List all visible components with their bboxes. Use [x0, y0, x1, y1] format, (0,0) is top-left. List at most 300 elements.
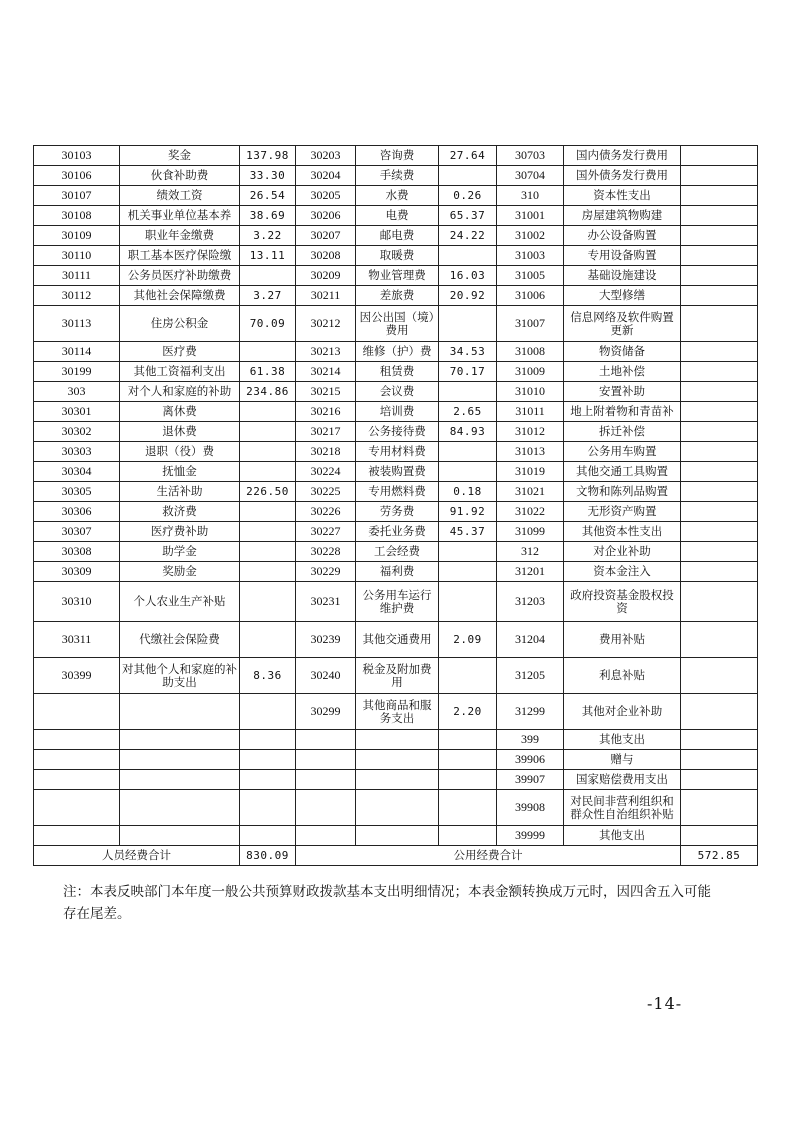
cell-code-1: 30304 [34, 462, 120, 482]
cell-code-2: 30240 [296, 658, 356, 694]
table-row [34, 582, 758, 622]
table-row [34, 622, 758, 658]
cell-amount-3 [681, 562, 758, 582]
cell-amount-1 [240, 730, 296, 750]
cell-code-3: 312 [497, 542, 564, 562]
cell-code-1: 30112 [34, 286, 120, 306]
cell-name-1 [120, 826, 240, 846]
cell-code-1: 30311 [34, 622, 120, 658]
cell-amount-1 [240, 342, 296, 362]
cell-code-3: 310 [497, 186, 564, 206]
cell-name-2: 取暖费 [356, 246, 439, 266]
cell-name-1: 个人农业生产补贴 [120, 582, 240, 622]
cell-code-1: 30109 [34, 226, 120, 246]
cell-amount-2: 24.22 [439, 226, 497, 246]
cell-name-3: 专用设备购置 [564, 246, 681, 266]
cell-name-1: 其他工资福利支出 [120, 362, 240, 382]
cell-name-3: 资本金注入 [564, 562, 681, 582]
table-body [34, 146, 758, 846]
cell-code-3: 31022 [497, 502, 564, 522]
cell-name-3: 其他资本性支出 [564, 522, 681, 542]
cell-name-2: 被装购置费 [356, 462, 439, 482]
cell-amount-1: 3.22 [240, 226, 296, 246]
cell-name-1: 医疗费 [120, 342, 240, 362]
cell-name-3: 赠与 [564, 750, 681, 770]
cell-name-3: 房屋建筑物购建 [564, 206, 681, 226]
cell-amount-3 [681, 306, 758, 342]
cell-code-3: 31002 [497, 226, 564, 246]
cell-name-1: 抚恤金 [120, 462, 240, 482]
table-row [34, 730, 758, 750]
cell-code-3: 31005 [497, 266, 564, 286]
cell-code-3: 39999 [497, 826, 564, 846]
cell-name-2: 其他交通费用 [356, 622, 439, 658]
cell-amount-3 [681, 166, 758, 186]
cell-name-1: 伙食补助费 [120, 166, 240, 186]
table-row [34, 186, 758, 206]
cell-name-3: 物资储备 [564, 342, 681, 362]
cell-amount-1 [240, 694, 296, 730]
cell-amount-3 [681, 146, 758, 166]
cell-name-1: 奖励金 [120, 562, 240, 582]
cell-amount-1: 26.54 [240, 186, 296, 206]
cell-amount-1 [240, 266, 296, 286]
cell-name-2: 税金及附加费用 [356, 658, 439, 694]
cell-amount-3 [681, 206, 758, 226]
cell-amount-2 [439, 382, 497, 402]
cell-name-3: 对民间非营利组织和群众性自治组织补贴 [564, 790, 681, 826]
cell-name-2 [356, 826, 439, 846]
cell-code-3: 31021 [497, 482, 564, 502]
cell-code-1: 30301 [34, 402, 120, 422]
cell-code-3: 399 [497, 730, 564, 750]
table-row [34, 402, 758, 422]
table-row [34, 166, 758, 186]
cell-amount-3 [681, 462, 758, 482]
cell-name-1 [120, 750, 240, 770]
cell-amount-2: 27.64 [439, 146, 497, 166]
cell-name-1: 救济费 [120, 502, 240, 522]
cell-code-1 [34, 750, 120, 770]
cell-amount-3 [681, 770, 758, 790]
cell-code-3: 31099 [497, 522, 564, 542]
cell-amount-3 [681, 442, 758, 462]
cell-code-3: 39908 [497, 790, 564, 826]
cell-code-2 [296, 750, 356, 770]
cell-name-1: 机关事业单位基本养 [120, 206, 240, 226]
cell-name-2: 差旅费 [356, 286, 439, 306]
cell-name-3: 国家赔偿费用支出 [564, 770, 681, 790]
cell-code-3: 39906 [497, 750, 564, 770]
cell-amount-3 [681, 422, 758, 442]
cell-code-2: 30204 [296, 166, 356, 186]
public-total-label: 公用经费合计 [296, 846, 681, 866]
cell-amount-3 [681, 186, 758, 206]
cell-name-1: 绩效工资 [120, 186, 240, 206]
cell-amount-3 [681, 286, 758, 306]
cell-name-3: 其他交通工具购置 [564, 462, 681, 482]
cell-amount-3 [681, 750, 758, 770]
cell-name-3: 办公设备购置 [564, 226, 681, 246]
cell-amount-2 [439, 730, 497, 750]
cell-name-3: 无形资产购置 [564, 502, 681, 522]
cell-code-2: 30239 [296, 622, 356, 658]
cell-name-3: 费用补贴 [564, 622, 681, 658]
cell-amount-2: 0.18 [439, 482, 497, 502]
cell-code-1 [34, 770, 120, 790]
cell-name-2: 因公出国（境）费用 [356, 306, 439, 342]
cell-name-2: 专用材料费 [356, 442, 439, 462]
cell-code-1: 30103 [34, 146, 120, 166]
cell-name-1 [120, 730, 240, 750]
cell-code-2 [296, 730, 356, 750]
cell-name-2: 电费 [356, 206, 439, 226]
cell-name-2: 邮电费 [356, 226, 439, 246]
cell-name-2: 专用燃料费 [356, 482, 439, 502]
cell-code-1: 30310 [34, 582, 120, 622]
cell-amount-1 [240, 402, 296, 422]
cell-amount-1 [240, 462, 296, 482]
cell-amount-3 [681, 582, 758, 622]
cell-name-1: 代缴社会保险费 [120, 622, 240, 658]
cell-amount-1 [240, 826, 296, 846]
cell-name-1: 退职（役）费 [120, 442, 240, 462]
table-row [34, 306, 758, 342]
cell-code-1: 30307 [34, 522, 120, 542]
cell-code-2: 30218 [296, 442, 356, 462]
cell-amount-1 [240, 750, 296, 770]
cell-code-1: 30305 [34, 482, 120, 502]
cell-amount-3 [681, 522, 758, 542]
cell-code-2: 30299 [296, 694, 356, 730]
cell-code-3: 31009 [497, 362, 564, 382]
cell-amount-1: 8.36 [240, 658, 296, 694]
cell-amount-1 [240, 562, 296, 582]
cell-amount-1: 61.38 [240, 362, 296, 382]
cell-amount-2 [439, 770, 497, 790]
cell-code-2: 30203 [296, 146, 356, 166]
cell-name-1 [120, 790, 240, 826]
cell-name-2: 租赁费 [356, 362, 439, 382]
cell-amount-2 [439, 658, 497, 694]
cell-amount-2: 20.92 [439, 286, 497, 306]
personnel-total-label: 人员经费合计 [34, 846, 240, 866]
cell-amount-2: 16.03 [439, 266, 497, 286]
cell-amount-1: 226.50 [240, 482, 296, 502]
cell-code-2: 30213 [296, 342, 356, 362]
table-row [34, 362, 758, 382]
table-row [34, 246, 758, 266]
cell-amount-3 [681, 246, 758, 266]
table-row [34, 286, 758, 306]
cell-amount-3 [681, 342, 758, 362]
table-row [34, 462, 758, 482]
cell-code-1: 30110 [34, 246, 120, 266]
cell-name-2: 培训费 [356, 402, 439, 422]
cell-code-1 [34, 790, 120, 826]
cell-name-1: 退休费 [120, 422, 240, 442]
cell-amount-2: 84.93 [439, 422, 497, 442]
cell-code-3: 31012 [497, 422, 564, 442]
cell-name-3: 对企业补助 [564, 542, 681, 562]
cell-amount-2: 0.26 [439, 186, 497, 206]
cell-amount-1: 137.98 [240, 146, 296, 166]
cell-code-3: 31204 [497, 622, 564, 658]
cell-code-3: 31019 [497, 462, 564, 482]
cell-code-2: 30226 [296, 502, 356, 522]
cell-amount-2 [439, 442, 497, 462]
cell-code-2: 30217 [296, 422, 356, 442]
cell-amount-2 [439, 826, 497, 846]
cell-amount-3 [681, 502, 758, 522]
table-row [34, 146, 758, 166]
cell-amount-1: 13.11 [240, 246, 296, 266]
cell-code-2: 30215 [296, 382, 356, 402]
cell-amount-1 [240, 582, 296, 622]
cell-name-2: 咨询费 [356, 146, 439, 166]
table-row [34, 542, 758, 562]
table-row [34, 750, 758, 770]
cell-name-3: 基础设施建设 [564, 266, 681, 286]
cell-code-2 [296, 770, 356, 790]
cell-amount-3 [681, 622, 758, 658]
cell-amount-3 [681, 694, 758, 730]
cell-code-2: 30228 [296, 542, 356, 562]
cell-code-3: 30703 [497, 146, 564, 166]
cell-code-2 [296, 826, 356, 846]
public-total-amount: 572.85 [681, 846, 758, 866]
cell-amount-1 [240, 542, 296, 562]
cell-name-3: 拆迁补偿 [564, 422, 681, 442]
cell-code-2: 30231 [296, 582, 356, 622]
cell-code-3: 39907 [497, 770, 564, 790]
table-row [34, 422, 758, 442]
cell-name-1: 医疗费补助 [120, 522, 240, 542]
cell-name-2: 公务用车运行维护费 [356, 582, 439, 622]
cell-amount-3 [681, 226, 758, 246]
cell-name-2: 维修（护）费 [356, 342, 439, 362]
cell-code-1: 30107 [34, 186, 120, 206]
table-row [34, 342, 758, 362]
cell-name-3: 其他支出 [564, 826, 681, 846]
cell-name-1: 职业年金缴费 [120, 226, 240, 246]
table-row [34, 770, 758, 790]
cell-amount-1: 3.27 [240, 286, 296, 306]
cell-amount-1 [240, 502, 296, 522]
cell-amount-2: 2.20 [439, 694, 497, 730]
cell-amount-1 [240, 522, 296, 542]
table-row [34, 206, 758, 226]
cell-amount-2: 91.92 [439, 502, 497, 522]
cell-code-1: 30111 [34, 266, 120, 286]
cell-name-1: 公务员医疗补助缴费 [120, 266, 240, 286]
cell-amount-2 [439, 750, 497, 770]
cell-amount-3 [681, 790, 758, 826]
cell-amount-2 [439, 166, 497, 186]
cell-amount-1: 234.86 [240, 382, 296, 402]
cell-amount-1 [240, 442, 296, 462]
cell-amount-3 [681, 826, 758, 846]
cell-amount-1: 38.69 [240, 206, 296, 226]
cell-amount-2 [439, 542, 497, 562]
cell-name-3: 国外债务发行费用 [564, 166, 681, 186]
table-row [34, 562, 758, 582]
total-row [34, 846, 758, 866]
cell-code-3: 31003 [497, 246, 564, 266]
cell-name-2: 其他商品和服务支出 [356, 694, 439, 730]
cell-name-2: 水费 [356, 186, 439, 206]
cell-code-2 [296, 790, 356, 826]
cell-code-2: 30206 [296, 206, 356, 226]
cell-name-2: 福利费 [356, 562, 439, 582]
cell-code-3: 30704 [497, 166, 564, 186]
cell-code-1: 30106 [34, 166, 120, 186]
cell-code-3: 31011 [497, 402, 564, 422]
cell-code-2: 30205 [296, 186, 356, 206]
cell-name-2: 公务接待费 [356, 422, 439, 442]
cell-name-3: 国内债务发行费用 [564, 146, 681, 166]
cell-name-3: 利息补贴 [564, 658, 681, 694]
cell-code-2: 30209 [296, 266, 356, 286]
cell-name-1 [120, 770, 240, 790]
cell-amount-2: 45.37 [439, 522, 497, 542]
page-number: -14- [647, 994, 683, 1013]
cell-code-2: 30214 [296, 362, 356, 382]
cell-code-1: 30306 [34, 502, 120, 522]
cell-amount-3 [681, 402, 758, 422]
cell-code-3: 31013 [497, 442, 564, 462]
cell-code-1: 30108 [34, 206, 120, 226]
cell-name-1: 对个人和家庭的补助 [120, 382, 240, 402]
cell-name-3: 安置补助 [564, 382, 681, 402]
cell-code-1: 30399 [34, 658, 120, 694]
personnel-total-amount: 830.09 [240, 846, 296, 866]
cell-code-1: 30303 [34, 442, 120, 462]
cell-code-3: 31008 [497, 342, 564, 362]
cell-amount-1: 70.09 [240, 306, 296, 342]
cell-code-3: 31201 [497, 562, 564, 582]
cell-amount-2 [439, 790, 497, 826]
cell-code-3: 31006 [497, 286, 564, 306]
cell-code-3: 31001 [497, 206, 564, 226]
cell-amount-3 [681, 266, 758, 286]
cell-name-2: 会议费 [356, 382, 439, 402]
budget-detail-table [33, 145, 758, 866]
cell-code-2: 30229 [296, 562, 356, 582]
cell-code-3: 31203 [497, 582, 564, 622]
cell-name-3: 其他对企业补助 [564, 694, 681, 730]
cell-amount-2 [439, 582, 497, 622]
cell-code-1: 30309 [34, 562, 120, 582]
cell-name-3: 信息网络及软件购置更新 [564, 306, 681, 342]
cell-amount-2: 2.65 [439, 402, 497, 422]
cell-amount-2: 65.37 [439, 206, 497, 226]
cell-code-2: 30211 [296, 286, 356, 306]
cell-name-1: 对其他个人和家庭的补助支出 [120, 658, 240, 694]
cell-amount-1 [240, 422, 296, 442]
table-row [34, 658, 758, 694]
cell-name-1: 其他社会保障缴费 [120, 286, 240, 306]
cell-name-3: 文物和陈列品购置 [564, 482, 681, 502]
cell-code-1: 303 [34, 382, 120, 402]
cell-amount-2: 70.17 [439, 362, 497, 382]
table-row [34, 482, 758, 502]
cell-name-1 [120, 694, 240, 730]
cell-amount-1 [240, 790, 296, 826]
cell-code-3: 31010 [497, 382, 564, 402]
cell-name-1: 生活补助 [120, 482, 240, 502]
cell-code-3: 31299 [497, 694, 564, 730]
cell-name-2 [356, 750, 439, 770]
cell-code-1: 30113 [34, 306, 120, 342]
cell-amount-3 [681, 482, 758, 502]
cell-name-2: 劳务费 [356, 502, 439, 522]
cell-name-3: 公务用车购置 [564, 442, 681, 462]
cell-name-1: 助学金 [120, 542, 240, 562]
cell-code-1: 30302 [34, 422, 120, 442]
cell-code-2: 30216 [296, 402, 356, 422]
cell-name-3: 资本性支出 [564, 186, 681, 206]
cell-amount-2: 2.09 [439, 622, 497, 658]
table-row [34, 226, 758, 246]
cell-name-3: 其他支出 [564, 730, 681, 750]
cell-amount-1 [240, 622, 296, 658]
table-row [34, 826, 758, 846]
cell-amount-2 [439, 562, 497, 582]
cell-name-2: 物业管理费 [356, 266, 439, 286]
cell-name-2: 委托业务费 [356, 522, 439, 542]
cell-code-1 [34, 730, 120, 750]
cell-amount-3 [681, 730, 758, 750]
table-row [34, 442, 758, 462]
cell-code-3: 31205 [497, 658, 564, 694]
cell-name-3: 地上附着物和青苗补 [564, 402, 681, 422]
table-row [34, 790, 758, 826]
cell-amount-2 [439, 306, 497, 342]
table-row [34, 502, 758, 522]
cell-code-1 [34, 694, 120, 730]
cell-name-3: 政府投资基金股权投资 [564, 582, 681, 622]
cell-amount-3 [681, 382, 758, 402]
cell-code-2: 30227 [296, 522, 356, 542]
cell-code-1: 30199 [34, 362, 120, 382]
cell-name-1: 离休费 [120, 402, 240, 422]
cell-amount-3 [681, 542, 758, 562]
cell-name-2 [356, 770, 439, 790]
cell-amount-1: 33.30 [240, 166, 296, 186]
cell-code-2: 30207 [296, 226, 356, 246]
cell-code-2: 30212 [296, 306, 356, 342]
cell-name-2 [356, 730, 439, 750]
cell-amount-1 [240, 770, 296, 790]
cell-code-1 [34, 826, 120, 846]
cell-code-2: 30224 [296, 462, 356, 482]
table-row [34, 694, 758, 730]
cell-amount-2: 34.53 [439, 342, 497, 362]
table-row [34, 382, 758, 402]
cell-code-1: 30114 [34, 342, 120, 362]
cell-name-3: 大型修缮 [564, 286, 681, 306]
table-footnote: 注：本表反映部门本年度一般公共预算财政拨款基本支出明细情况；本表金额转换成万元时，因四舍五入可能存在尾差。 [63, 884, 711, 922]
cell-amount-2 [439, 246, 497, 266]
cell-code-3: 31007 [497, 306, 564, 342]
cell-amount-3 [681, 658, 758, 694]
cell-name-1: 奖金 [120, 146, 240, 166]
cell-name-3: 土地补偿 [564, 362, 681, 382]
cell-code-2: 30225 [296, 482, 356, 502]
cell-name-2: 工会经费 [356, 542, 439, 562]
cell-name-2 [356, 790, 439, 826]
